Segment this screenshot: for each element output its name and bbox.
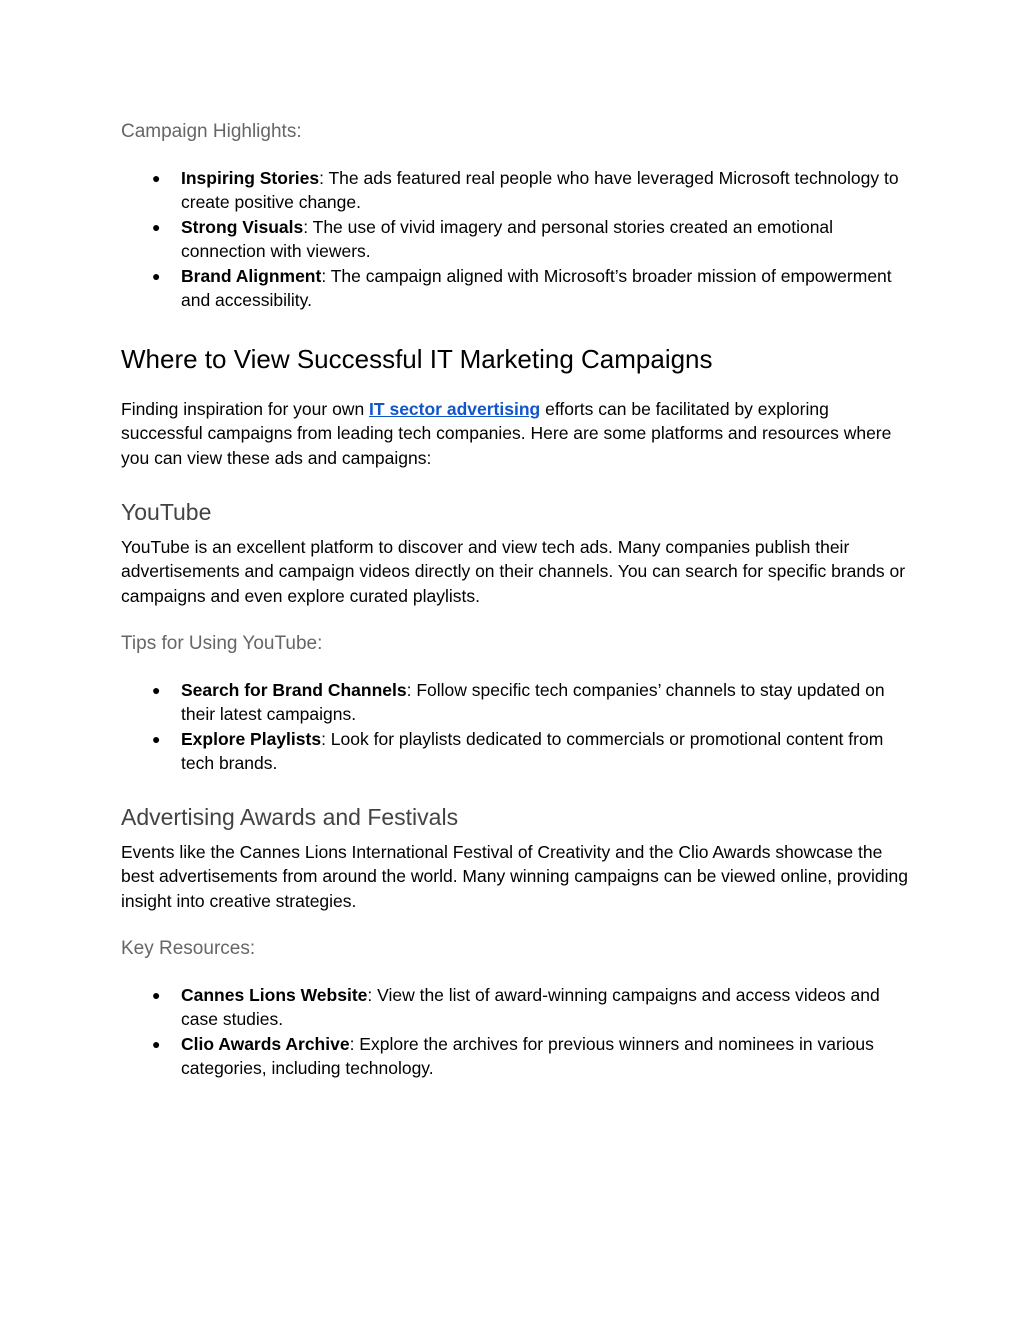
bullet-icon: ● [152,730,161,747]
list-item-term: Strong Visuals [181,216,304,237]
list-item [121,678,911,727]
awards-body: Events like the Cannes Lions International Festival of Creativity and the Clio Awards showcase the best advertisements from around the world. Many winning campaigns can be viewed online, providing insight into creative strategies. [121,842,908,911]
list-item-term: Cannes Lions Website [181,985,368,1005]
list-item-term: Explore Playlists [181,728,322,749]
list-item-text: : View the list of award-winning campaigns and access videos and case studies. [181,985,880,1030]
key-resources-list [121,983,911,1081]
youtube-heading: YouTube [121,499,212,525]
bullet-icon: ● [152,218,161,235]
campaign-highlights-heading: Campaign Highlights: [121,121,302,142]
intro-text-before: Finding inspiration for your own [121,399,370,419]
it-sector-advertising-link[interactable]: IT sector advertising [369,399,541,419]
bullet-icon: ● [152,682,161,698]
youtube-tips-list [121,678,911,776]
list-item-text: : Explore the archives for previous winners and nominees in various categories, including technology. [181,1033,874,1079]
list-item [121,215,911,264]
key-resources-heading: Key Resources: [121,938,256,959]
youtube-body: YouTube is an excellent platform to discover and view tech ads. Many companies publish their advertisements and campaign videos directly on their channels. You can search for specific brands or campaigns and even explore curated playlists. [121,537,906,606]
list-item-term: Search for Brand Channels [181,680,407,700]
list-item-text: : The campaign aligned with Microsoft’s broader mission of empowerment and accessibility. [181,265,892,311]
bullet-icon: ● [152,987,161,1003]
list-item [121,983,911,1032]
list-item [121,727,911,776]
where-to-view-intro [121,397,911,470]
bullet-icon: ● [152,1035,161,1052]
youtube-tips-heading: Tips for Using YouTube: [121,633,323,654]
list-item-text: : Look for playlists dedicated to commercials or promotional content from tech brands. [181,728,884,774]
list-item-text: : The ads featured real people who have leveraged Microsoft technology to create positive change. [181,168,899,213]
list-item [121,166,911,215]
list-item [121,1032,911,1081]
list-item-term: Clio Awards Archive [181,1033,350,1054]
list-item-text: : Follow specific tech companies’ channels to stay updated on their latest campaigns. [181,680,885,725]
bullet-icon: ● [152,170,161,186]
list-item [121,264,911,313]
intro-text-after: efforts can be facilitated by exploring successful campaigns from leading tech companies. Here are some platforms and resources where you can view these ads and campaigns: [121,399,892,468]
where-to-view-heading: Where to View Successful IT Marketing Campaigns [121,344,713,374]
campaign-highlights-list [121,166,911,312]
list-item-text: : The use of vivid imagery and personal stories created an emotional connection with viewers. [181,216,834,262]
bullet-icon: ● [152,267,161,284]
awards-heading: Advertising Awards and Festivals [121,804,459,830]
list-item-term: Inspiring Stories [181,168,320,188]
list-item-term: Brand Alignment [181,265,322,286]
